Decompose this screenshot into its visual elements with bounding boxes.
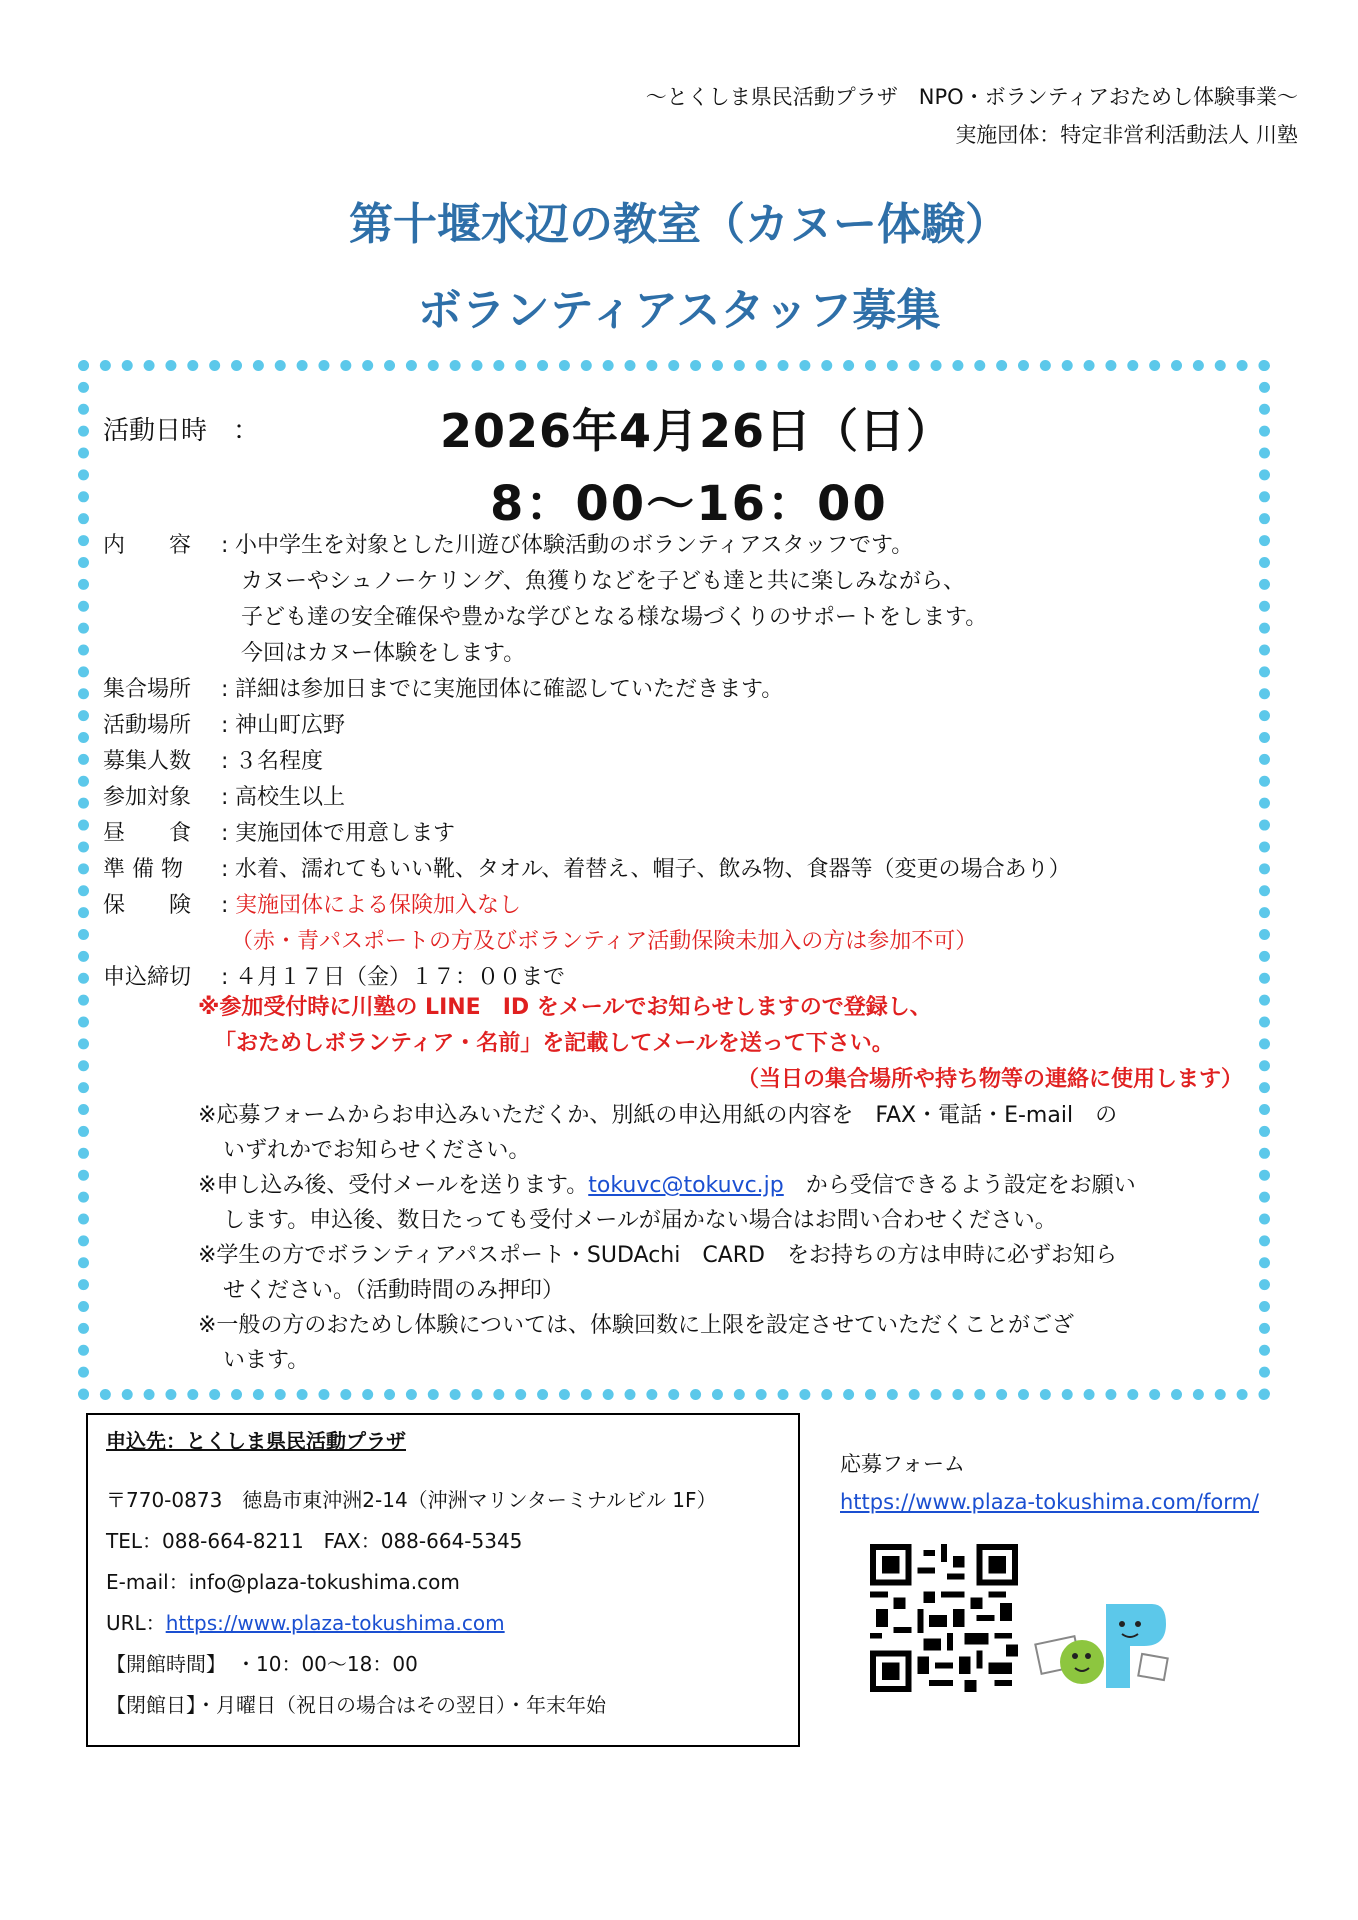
contact-heading: 申込先：とくしま県民活動プラザ (106, 1429, 406, 1453)
detail-value: 小中学生を対象とした川遊び体験活動のボランティアスタッフです。 (235, 533, 914, 558)
header-project-line: ～とくしま県民活動プラザ NPO・ボランティアおためし体験事業～ (645, 85, 1298, 109)
contact-url-line: URL：https://www.plaza-tokushima.com (106, 1611, 505, 1635)
red-note: （当日の集合場所や持ち物等の連絡に使用します） (736, 1067, 1243, 1092)
detail-continuation: 今回はカヌー体験をします。 (241, 641, 526, 666)
mascot-character-icon (1030, 1590, 1170, 1705)
detail-row-items: 準 備 物 : 水着、濡れてもいい靴、タオル、着替え、帽子、飲み物、食器等（変更の場合あり） (103, 852, 1263, 888)
schedule-date: 2026年4月26日（日） (440, 404, 954, 458)
detail-label: 集合場所 (103, 677, 192, 702)
email-link[interactable]: tokuvc@tokuvc.jp (588, 1173, 784, 1198)
detail-value: 詳細は参加日までに実施団体に確認していただきます。 (235, 677, 784, 702)
qr-code-icon (870, 1544, 1018, 1692)
note-item: ※学生の方でボランティアパスポート・SUDAchi CARD をお持ちの方は申時に必ずお知ら せください。（活動時間のみ押印） (198, 1243, 1117, 1303)
notes (198, 990, 1253, 1378)
contact-box (86, 1413, 800, 1747)
detail-label: 申込締切 (103, 965, 192, 990)
website-link[interactable]: https://www.plaza-tokushima.com (165, 1611, 505, 1635)
detail-label: 募集人数 (103, 749, 192, 774)
schedule-label: 活動日時 ： (103, 416, 260, 446)
detail-continuation: 子ども達の安全確保や豊かな学びとなる様な場づくりのサポートをします。 (241, 605, 988, 630)
detail-row-insurance: 保 険 : 実施団体による保険加入なし (103, 888, 1263, 924)
detail-value: 実施団体で用意します (235, 821, 456, 846)
header (646, 78, 1298, 154)
page-subtitle: ボランティアスタッフ募集 (417, 285, 941, 336)
header-organizer-line: 実施団体：特定非営利活動法人 川塾 (955, 123, 1298, 147)
detail-row-lunch: 昼 食 : 実施団体で用意します (103, 816, 1263, 852)
detail-row-target: 参加対象 : 高校生以上 (103, 780, 1263, 816)
schedule-time: 8：00～16：00 (490, 476, 888, 532)
note-item: ※一般の方のおためし体験については、体験回数に上限を設定させていただくことがござ います。 (198, 1313, 1074, 1373)
page-title: 第十堰水辺の教室（カヌー体験） (349, 199, 1009, 250)
note-item: ※応募フォームからお申込みいただくか、別紙の申込用紙の内容を FAX・電話・E-mail の いずれかでお知らせください。 (198, 1103, 1118, 1163)
contact-hours: 【開館時間】 ・10：00～18：00 (106, 1652, 418, 1676)
detail-label: 昼 食 (103, 821, 192, 846)
form-link[interactable]: https://www.plaza-tokushima.com/form/ (840, 1490, 1260, 1514)
contact-email: E-mail：info@plaza-tokushima.com (106, 1570, 460, 1594)
detail-label: 活動場所 (103, 713, 192, 738)
red-note: 「おためしボランティア・名前」を記載してメールを送って下さい。 (214, 1031, 894, 1056)
details-list (103, 528, 1263, 996)
detail-row-capacity: 募集人数 : ３名程度 (103, 744, 1263, 780)
detail-label: 参加対象 (103, 785, 192, 810)
insurance-note: （赤・青パスポートの方及びボランティア活動保険未加入の方は参加不可） (231, 929, 978, 954)
detail-row-meeting: 集合場所 : 詳細は参加日までに実施団体に確認していただきます。 (103, 672, 1263, 708)
detail-value: 実施団体による保険加入なし (235, 893, 522, 918)
contact-phone: TEL：088-664-8211 FAX：088-664-5345 (106, 1529, 523, 1553)
detail-value: ３名程度 (235, 749, 324, 774)
contact-closed: 【閉館日】・月曜日（祝日の場合はその翌日）・年末年始 (106, 1693, 606, 1717)
detail-row-place: 活動場所 : 神山町広野 (103, 708, 1263, 744)
form-label: 応募フォーム (840, 1452, 965, 1476)
detail-value: ４月１７日（金）１７：００まで (235, 965, 566, 990)
detail-label: 内 容 (103, 533, 192, 558)
detail-label: 保 険 (103, 893, 192, 918)
red-note: ※参加受付時に川塾の LINE ID をメールでお知らせしますので登録し、 (198, 995, 932, 1020)
detail-value: 水着、濡れてもいい靴、タオル、着替え、帽子、飲み物、食器等（変更の場合あり） (235, 857, 1071, 882)
note-item: ※申し込み後、受付メールを送ります。tokuvc@tokuvc.jp から受信できるよう設定をお願い します。申込後、数日たっても受付メールが届かない場合はお問い合わせください。 (198, 1173, 1136, 1233)
detail-row-content: 内 容 : 小中学生を対象とした川遊び体験活動のボランティアスタッフです。 (103, 528, 1263, 564)
detail-label: 準 備 物 (103, 857, 183, 882)
detail-row-deadline: 申込締切 : ４月１７日（金）１７：００まで (103, 960, 1263, 996)
contact-address: 〒770-0873 徳島市東沖洲2-14（沖洲マリンターミナルビル 1F） (106, 1488, 717, 1512)
detail-continuation: カヌーやシュノーケリング、魚獲りなどを子ども達と共に楽しみながら、 (241, 569, 966, 594)
detail-value: 高校生以上 (235, 785, 346, 810)
detail-value: 神山町広野 (235, 713, 346, 738)
